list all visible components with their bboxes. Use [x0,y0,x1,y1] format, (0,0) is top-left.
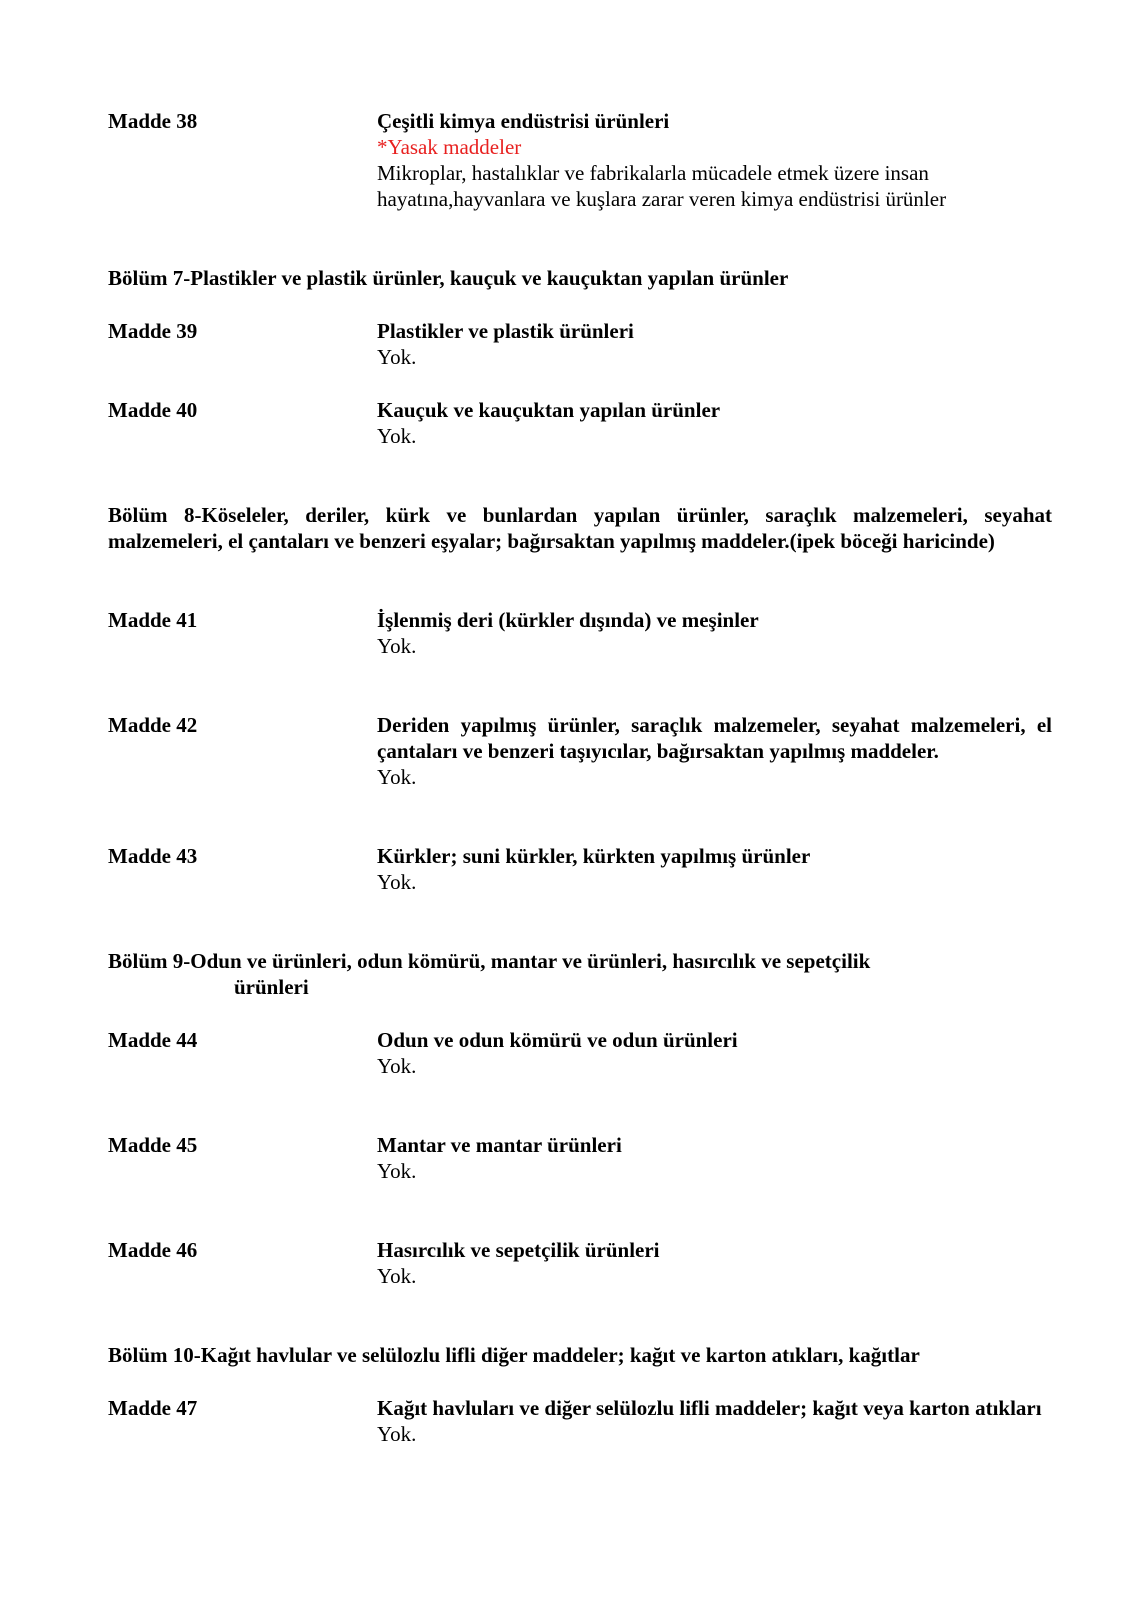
madde-40-value: Yok. [377,424,417,448]
madde-43-value: Yok. [377,870,417,894]
section-heading-bolum-9-line-2: ürünleri [234,975,309,999]
madde-43-label: Madde 43 [108,844,198,868]
madde-47-title: Kağıt havluları ve diğer selülozlu lifli maddeler; kağıt veya karton atıkları [377,1396,1042,1420]
madde-40-label: Madde 40 [108,398,198,422]
madde-45-value: Yok. [377,1159,417,1183]
madde-39-value: Yok. [377,345,417,369]
madde-39-content [377,318,1052,370]
madde-41-title: İşlenmiş deri (kürkler dışında) ve meşinler [377,608,759,632]
madde-41-value: Yok. [377,634,417,658]
madde-38-label: Madde 38 [108,109,198,133]
madde-42-title: Deriden yapılmış ürünler, saraçlık malzemeler, seyahat malzemeleri, el çantaları ve benzeri taşıyıcılar, bağırsaktan yapılmış maddeler. [377,713,1052,763]
madde-41-content [377,607,1052,659]
madde-47-value: Yok. [377,1422,417,1446]
madde-44-label: Madde 44 [108,1028,198,1052]
madde-46-title: Hasırcılık ve sepetçilik ürünleri [377,1238,660,1262]
madde-47-label: Madde 47 [108,1396,198,1420]
madde-38-description: Mikroplar, hastalıklar ve fabrikalarla mücadele etmek üzere insan hayatına,hayvanlara ve kuşlara zarar veren kimya endüstrisi ürünler [377,161,947,211]
madde-39-title: Plastikler ve plastik ürünleri [377,319,634,343]
madde-38-content [377,108,1052,212]
madde-45-content [377,1132,1052,1184]
section-heading-bolum-7: Bölüm 7-Plastikler ve plastik ürünler, kauçuk ve kauçuktan yapılan ürünler [108,266,789,290]
madde-42-content [377,712,1052,790]
section-heading-bolum-8: Bölüm 8-Köseleler, deriler, kürk ve bunlardan yapılan ürünler, saraçlık malzemeleri, seyahat malzemeleri, el çantaları ve benzeri eşyalar; bağırsaktan yapılmış maddeler.(ipek böceği haricinde) [108,503,1052,553]
madde-46-value: Yok. [377,1264,417,1288]
madde-38-title: Çeşitli kimya endüstrisi ürünleri [377,109,670,133]
madde-42-label: Madde 42 [108,713,198,737]
section-heading-bolum-9-line-1: Bölüm 9-Odun ve ürünleri, odun kömürü, mantar ve ürünleri, hasırcılık ve sepetçilik [108,949,871,973]
madde-43-content [377,843,1052,895]
section-heading-bolum-10: Bölüm 10-Kağıt havlular ve selülozlu lifli diğer maddeler; kağıt ve karton atıkları, kağıtlar [108,1343,920,1367]
madde-45-title: Mantar ve mantar ürünleri [377,1133,622,1157]
madde-42-value: Yok. [377,765,417,789]
madde-44-content [377,1027,1052,1079]
madde-46-label: Madde 46 [108,1238,198,1262]
madde-39-label: Madde 39 [108,319,198,343]
madde-38-flag: *Yasak maddeler [377,135,522,159]
madde-40-content [377,397,1052,449]
madde-40-title: Kauçuk ve kauçuktan yapılan ürünler [377,398,721,422]
madde-41-label: Madde 41 [108,608,198,632]
madde-44-value: Yok. [377,1054,417,1078]
madde-46-content [377,1237,1052,1289]
madde-47-content [377,1395,1052,1447]
madde-44-title: Odun ve odun kömürü ve odun ürünleri [377,1028,738,1052]
madde-45-label: Madde 45 [108,1133,198,1157]
section-heading-bolum-9 [108,948,1052,1000]
madde-43-title: Kürkler; suni kürkler, kürkten yapılmış ürünler [377,844,811,868]
